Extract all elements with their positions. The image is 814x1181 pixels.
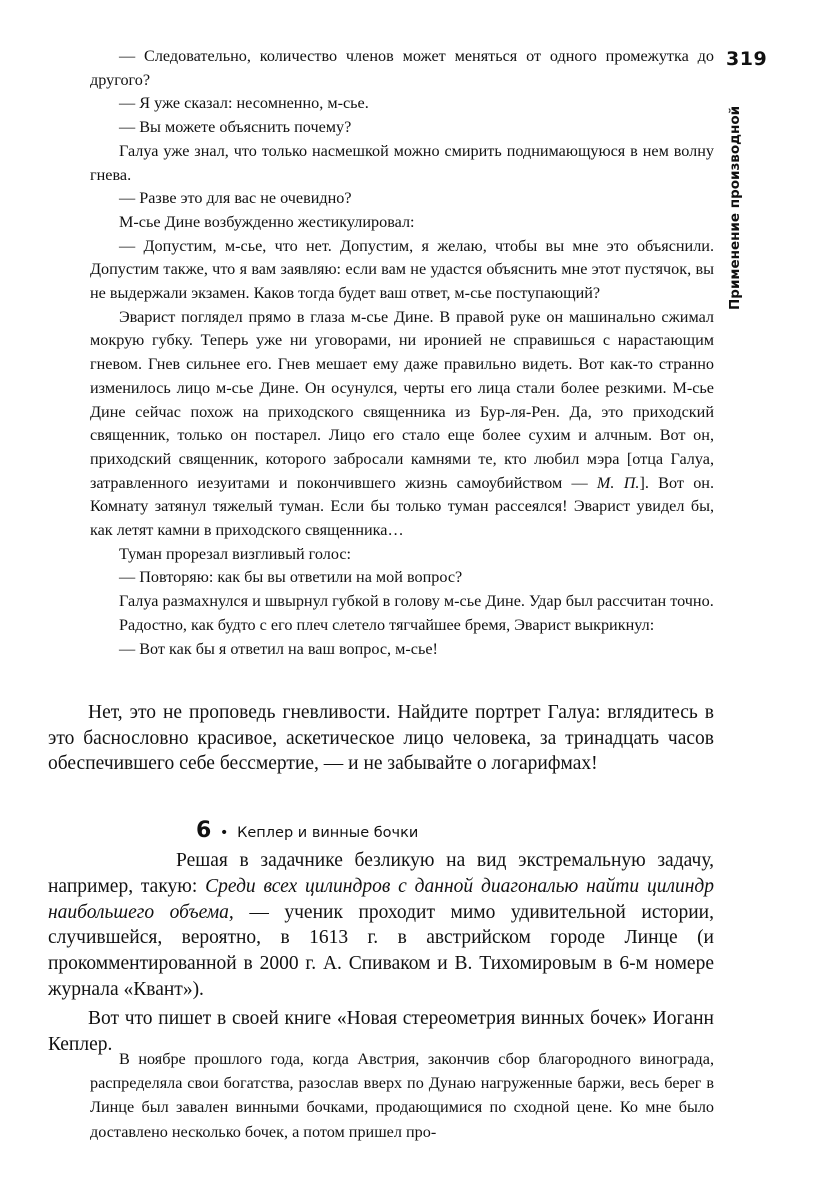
author-initials: М. П. [596,473,640,492]
dialogue-quote-block [90,45,714,661]
kepler-quote-text: В ноябре прошлого года, когда Австрия, закончив сбор благородного винограда, распределяла свои богатства, разослав вверх по Дунаю нагруженные баржи, весь берег в Линце был завален винными бочками, продающимися по сходной цене. Ко мне было доставлено несколько бочек, а потом пришел про- [90,1050,714,1141]
dialogue-line: Галуа размахнулся и швырнул губкой в голову м-сье Дине. Удар был рассчитан точно. [119,592,714,611]
section-title: Кеплер и винные бочки [237,825,419,841]
dialogue-line: Галуа уже знал, что только насмешкой можно смирить поднимающуюся в нем волну гнева. [90,141,714,184]
section-number: 6 [196,818,212,843]
dialogue-line: — Разве это для вас не очевидно? [119,189,352,208]
body-paragraph [48,848,714,1003]
page-number: 319 [726,48,768,70]
dialogue-line: — Вот как бы я ответил на ваш вопрос, м-сье! [119,639,438,658]
running-head: Применение производной [727,105,743,310]
body-paragraph: Вот что пишет в своей книге «Новая стереометрия винных бочек» Иоганн Кеплер. [48,1007,714,1055]
problem-statement: Среди всех цилиндров с данной диагональю найти цилиндр наибольшего объема, [48,875,714,923]
dialogue-line: Туман прорезал визгливый голос: [119,544,352,563]
dialogue-line: — Вы можете объяснить почему? [119,118,352,137]
dialogue-line: Радостно, как будто с его плеч слетело тягчайшее бремя, Эварист выкрикнул: [119,615,655,634]
body-text: — ученик проходит мимо удивительной истории, случившейся, вероятно, в 1613 г. в австрийском городе Линце (и прокомментированной в 2000 г. А. Спиваком и В. Тихомировым в 6-м номере журнала «Квант»). [48,901,714,1000]
section-bullet: • [219,825,229,841]
dialogue-line: — Допустим, м-сье, что нет. Допустим, я желаю, чтобы вы мне это объяснили. Допустим также, что я вам заявляю: если вам не удастся объяснить мне этот пустячок, вы не выдержали экзамен. Каков тогда будет ваш ответ, м-сье поступающий? [90,236,714,303]
dialogue-paragraph-long [90,306,714,543]
dialogue-line: М-сье Дине возбужденно жестикулировал: [119,212,415,231]
section-heading [196,818,418,843]
dialogue-line: — Повторяю: как бы вы ответили на мой вопрос? [119,568,463,587]
dialogue-line: — Я уже сказал: несомненно, м-сье. [119,94,369,113]
body-text: Решая в задачнике безликую на вид экстремальную задачу, например, такую: [48,850,714,897]
dialogue-text: ]. Вот он. Комнату затянул тяжелый туман. Если бы только туман рассеялся! Эварист увидел бы, как летят камни в приходского священника… [90,473,714,540]
kepler-quote-block [90,1047,714,1144]
dialogue-text: Эварист поглядел прямо в глаза м-сье Дине. В правой руке он машинально сжимал мокрую губку. Теперь уже ни уговорами, ни иронией не справишься с нарастающим гневом. Гнев сильнее его. Гнев мешает ему даже правильно видеть. Вот как-то странно изменилось лицо м-сье Дине. Он осунулся, черты его лица стали более резкими. М-сье Дине сейчас похож на приходского священника из Бур-ля-Рен. Да, это приходский священник, только он постарел. Лицо его стало еще более сухим и алчным. Вот он, приходский священник, которого забросали камнями те, кто любил мэра [отца Галуа, затравленного иезуитами и покончившего жизнь самоубийством — [90,307,714,492]
commentary-paragraph: Нет, это не проповедь гневливости. Найдите портрет Галуа: вглядитесь в это баснословно красивое, аскетическое лицо человека, за тринадцать часов обеспечившего себе бессмертие, — и не забывайте о логарифмах! [48,702,714,774]
dialogue-line: — Следовательно, количество членов может меняться от одного промежутка до другого? [90,47,714,89]
section-body [48,848,714,1060]
